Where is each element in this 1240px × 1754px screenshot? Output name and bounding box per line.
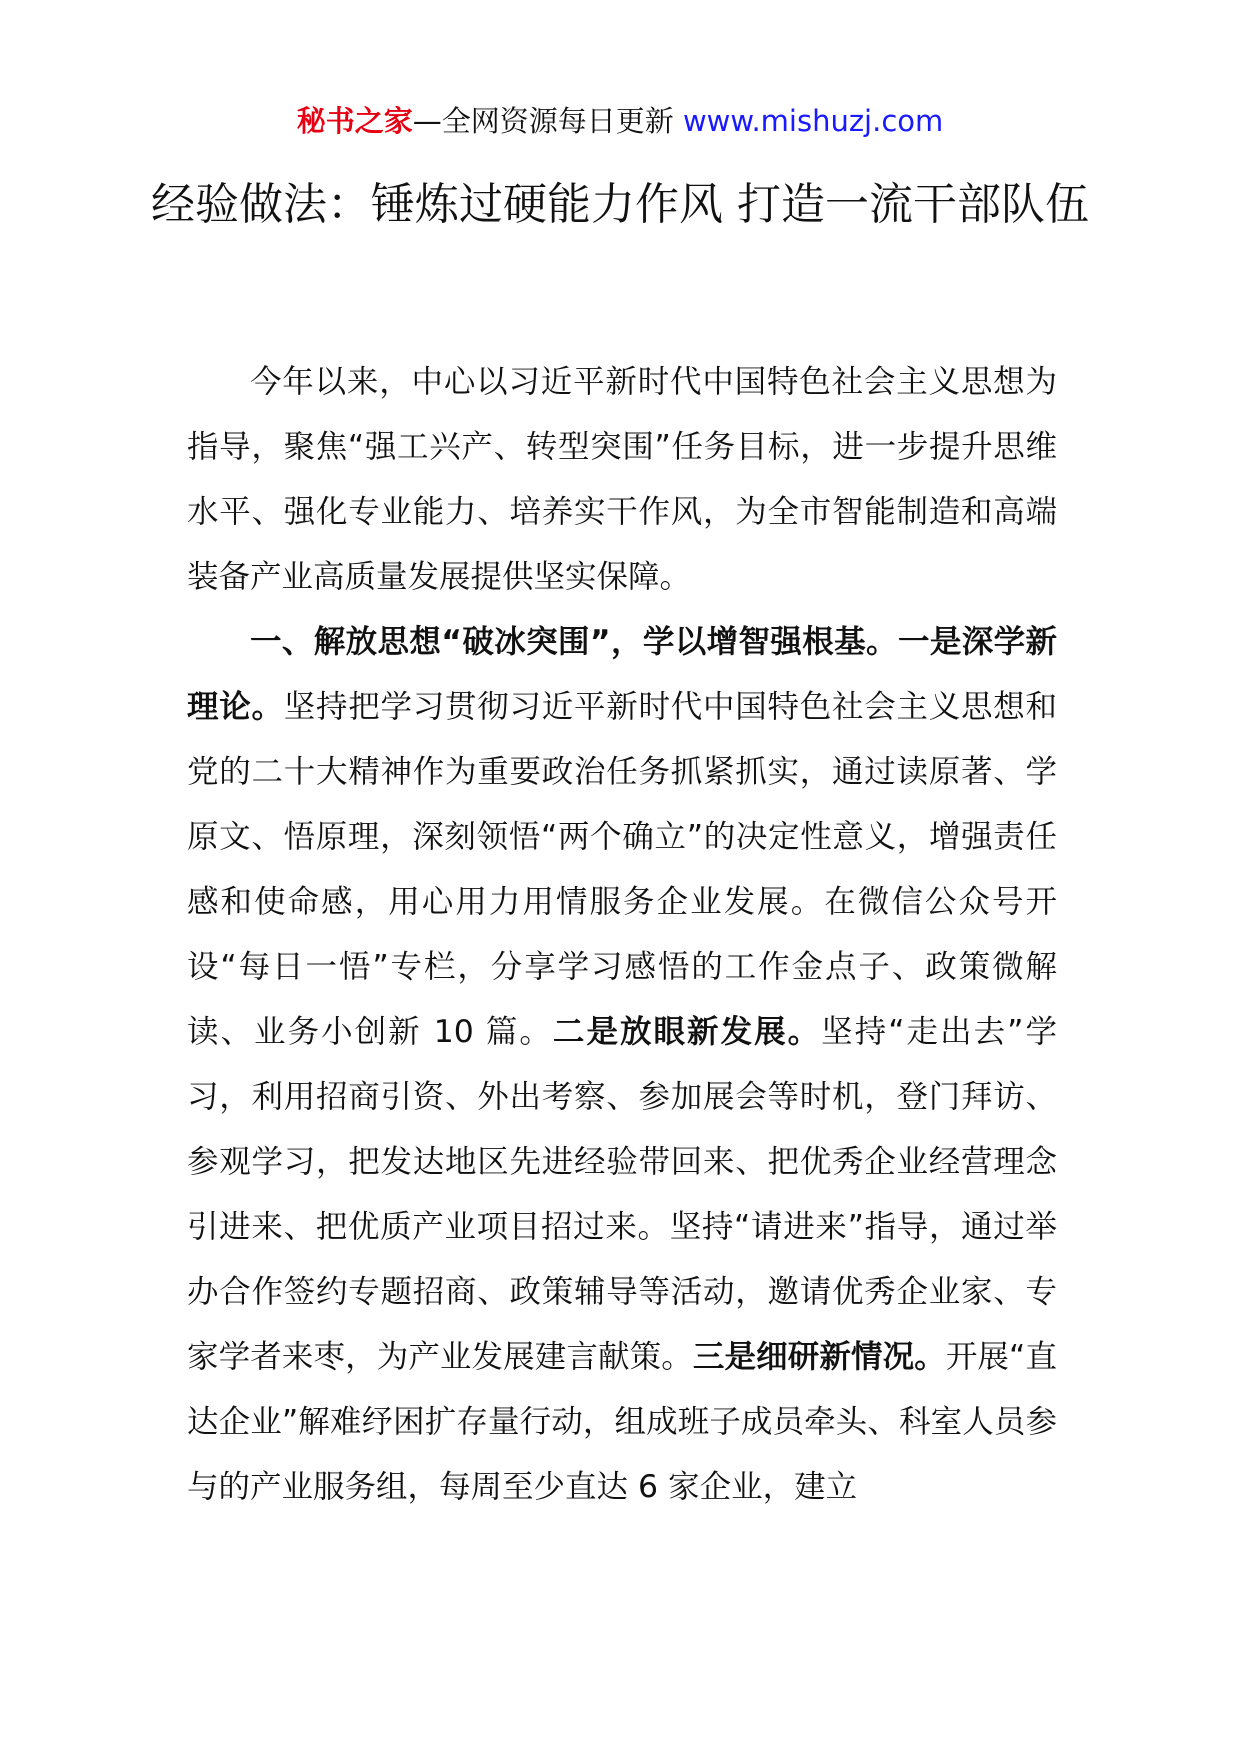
point-heading: 一是深学新理论。	[187, 624, 1057, 725]
header-tagline: —全网资源每日更新	[412, 104, 674, 138]
site-url-link[interactable]: www.mishuzj.com	[682, 104, 944, 138]
brand-name: 秘书之家	[296, 104, 413, 138]
point-text: 开展“直达企业”解难纾困扩存量行动，组成班子成员牵头、科室人员参与的产业服务组，每周至少直达 6 家企业，建立	[187, 1339, 1057, 1505]
document-title: 经验做法：锤炼过硬能力作风 打造一流干部队伍	[151, 179, 1089, 230]
point-heading: 二是放眼新发展。	[552, 1014, 822, 1050]
section-paragraph	[187, 610, 1057, 1520]
document-body	[187, 350, 1057, 1520]
site-header	[0, 101, 1240, 141]
point-heading: 三是细研新情况。	[692, 1339, 946, 1375]
intro-paragraph: 今年以来，中心以习近平新时代中国特色社会主义思想为指导，聚焦“强工兴产、转型突围”任务目标，进一步提升思维水平、强化专业能力、培养实干作风，为全市智能制造和高端装备产业高质量发展提供坚实保障。	[187, 364, 1057, 595]
point-text: 坚持把学习贯彻习近平新时代中国特色社会主义思想和党的二十大精神作为重要政治任务抓紧抓实，通过读原著、学原文、悟原理，深刻领悟“两个确立”的决定性意义，增强责任感和使命感，用心用力用情服务企业发展。在微信公众号开设“每日一悟”专栏，分享学习感悟的工作金点子、政策微解读、业务小创新 10 篇。	[187, 689, 1057, 1050]
point-text: 坚持“走出去”学习，利用招商引资、外出考察、参加展会等时机，登门拜访、参观学习，把发达地区先进经验带回来、把优秀企业经营理念引进来、把优质产业项目招过来。坚持“请进来”指导，通过举办合作签约专题招商、政策辅导等活动，邀请优秀企业家、专家学者来枣，为产业发展建言献策。	[187, 1014, 1057, 1375]
section-heading: 一、解放思想“破冰突围”，学以增智强根基。	[250, 624, 898, 660]
